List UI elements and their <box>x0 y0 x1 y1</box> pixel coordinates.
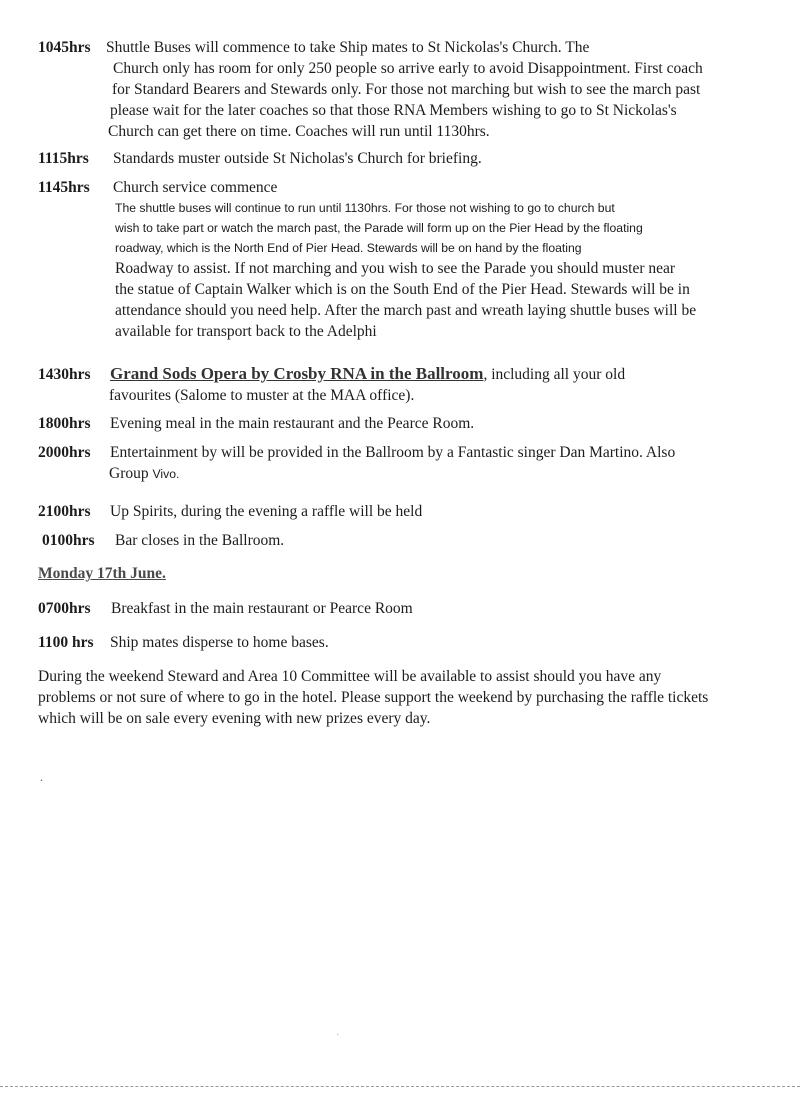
schedule-entry-1045 <box>38 37 760 142</box>
entry-line: please wait for the later coaches so that those RNA Members wishing to go to St Nickolas's <box>110 102 677 119</box>
closing-line: During the weekend Steward and Area 10 Committee will be available to assist should you have any <box>38 668 662 685</box>
entry-line: the statue of Captain Walker which is on the South End of the Pier Head. Stewards will be in <box>115 281 690 298</box>
entry-line: Entertainment by will be provided in the Ballroom by a Fantastic singer Dan Martino. Also <box>110 444 676 461</box>
entry-line-sans: wish to take part or watch the march past, the Parade will form up on the Pier Head by the floating <box>115 221 643 235</box>
day-heading: Monday 17th June. <box>38 565 166 582</box>
schedule-entry-1115 <box>38 148 760 169</box>
entry-line: Breakfast in the main restaurant or Pearce Room <box>111 600 413 617</box>
closing-line: problems or not sure of where to go in the hotel. Please support the weekend by purchasing the raffle tickets <box>38 689 709 706</box>
schedule-entry-1430 <box>38 363 760 406</box>
schedule-entry-1800 <box>38 413 760 434</box>
entry-time: 0700hrs <box>38 600 91 617</box>
entry-time: 2100hrs <box>38 503 91 520</box>
entry-time: 1100 hrs <box>38 634 94 651</box>
entry-line: Shuttle Buses will commence to take Ship mates to St Nickolas's Church. The <box>106 39 590 56</box>
entry-line: Standards muster outside St Nicholas's Church for briefing. <box>113 150 482 167</box>
entry-line: available for transport back to the Adelphi <box>115 323 377 340</box>
entry-line-sans: roadway, which is the North End of Pier Head. Stewards will be on hand by the floating <box>115 241 582 255</box>
entry-line: Church can get there on time. Coaches will run until 1130hrs. <box>108 123 490 140</box>
entry-line: for Standard Bearers and Stewards only. For those not marching but wish to see the march past <box>112 81 701 98</box>
entry-time: 2000hrs <box>38 444 91 461</box>
stray-mark: . <box>40 770 43 784</box>
opera-title-suffix: , including all your old <box>483 366 626 383</box>
opera-title: Grand Sods Opera by Crosby RNA in the Ballroom <box>110 364 484 383</box>
entry-line-prefix: Group <box>109 465 153 482</box>
schedule-entry-1145 <box>38 177 760 342</box>
entry-line: Evening meal in the main restaurant and the Pearce Room. <box>110 415 475 432</box>
entry-line: Bar closes in the Ballroom. <box>115 532 285 549</box>
entry-line: Roadway to assist. If not marching and you wish to see the Parade you should muster near <box>115 260 676 277</box>
entry-line: attendance should you need help. After the march past and wreath laying shuttle buses will be <box>115 302 697 319</box>
schedule-entry-1100 <box>38 632 760 653</box>
entry-time: 1045hrs <box>38 39 91 56</box>
entry-time: 1800hrs <box>38 415 91 432</box>
schedule-entry-0700 <box>38 598 760 619</box>
stray-mark: · <box>336 1030 340 1041</box>
entry-line: Church service commence <box>113 179 278 196</box>
entry-line: favourites (Salome to muster at the MAA office). <box>109 387 415 404</box>
closing-line: which will be on sale every evening with new prizes every day. <box>38 710 431 727</box>
entry-line: Up Spirits, during the evening a raffle will be held <box>110 503 423 520</box>
entry-line-sans: Vivo. <box>152 467 180 481</box>
entry-time: 1430hrs <box>38 366 91 383</box>
closing-paragraph <box>38 666 768 729</box>
entry-line: Ship mates disperse to home bases. <box>110 634 329 651</box>
entry-time: 1145hrs <box>38 179 90 196</box>
schedule-entry-0100 <box>38 530 760 551</box>
schedule-entry-2000 <box>38 442 760 484</box>
entry-time: 0100hrs <box>42 532 95 549</box>
entry-line-sans: The shuttle buses will continue to run until 1130hrs. For those not wishing to go to church but <box>115 201 615 215</box>
schedule-entry-2100 <box>38 501 760 522</box>
entry-line: Church only has room for only 250 people so arrive early to avoid Disappointment. First coach <box>113 60 703 77</box>
scan-edge-rule <box>0 1086 800 1087</box>
entry-time: 1115hrs <box>38 150 89 167</box>
